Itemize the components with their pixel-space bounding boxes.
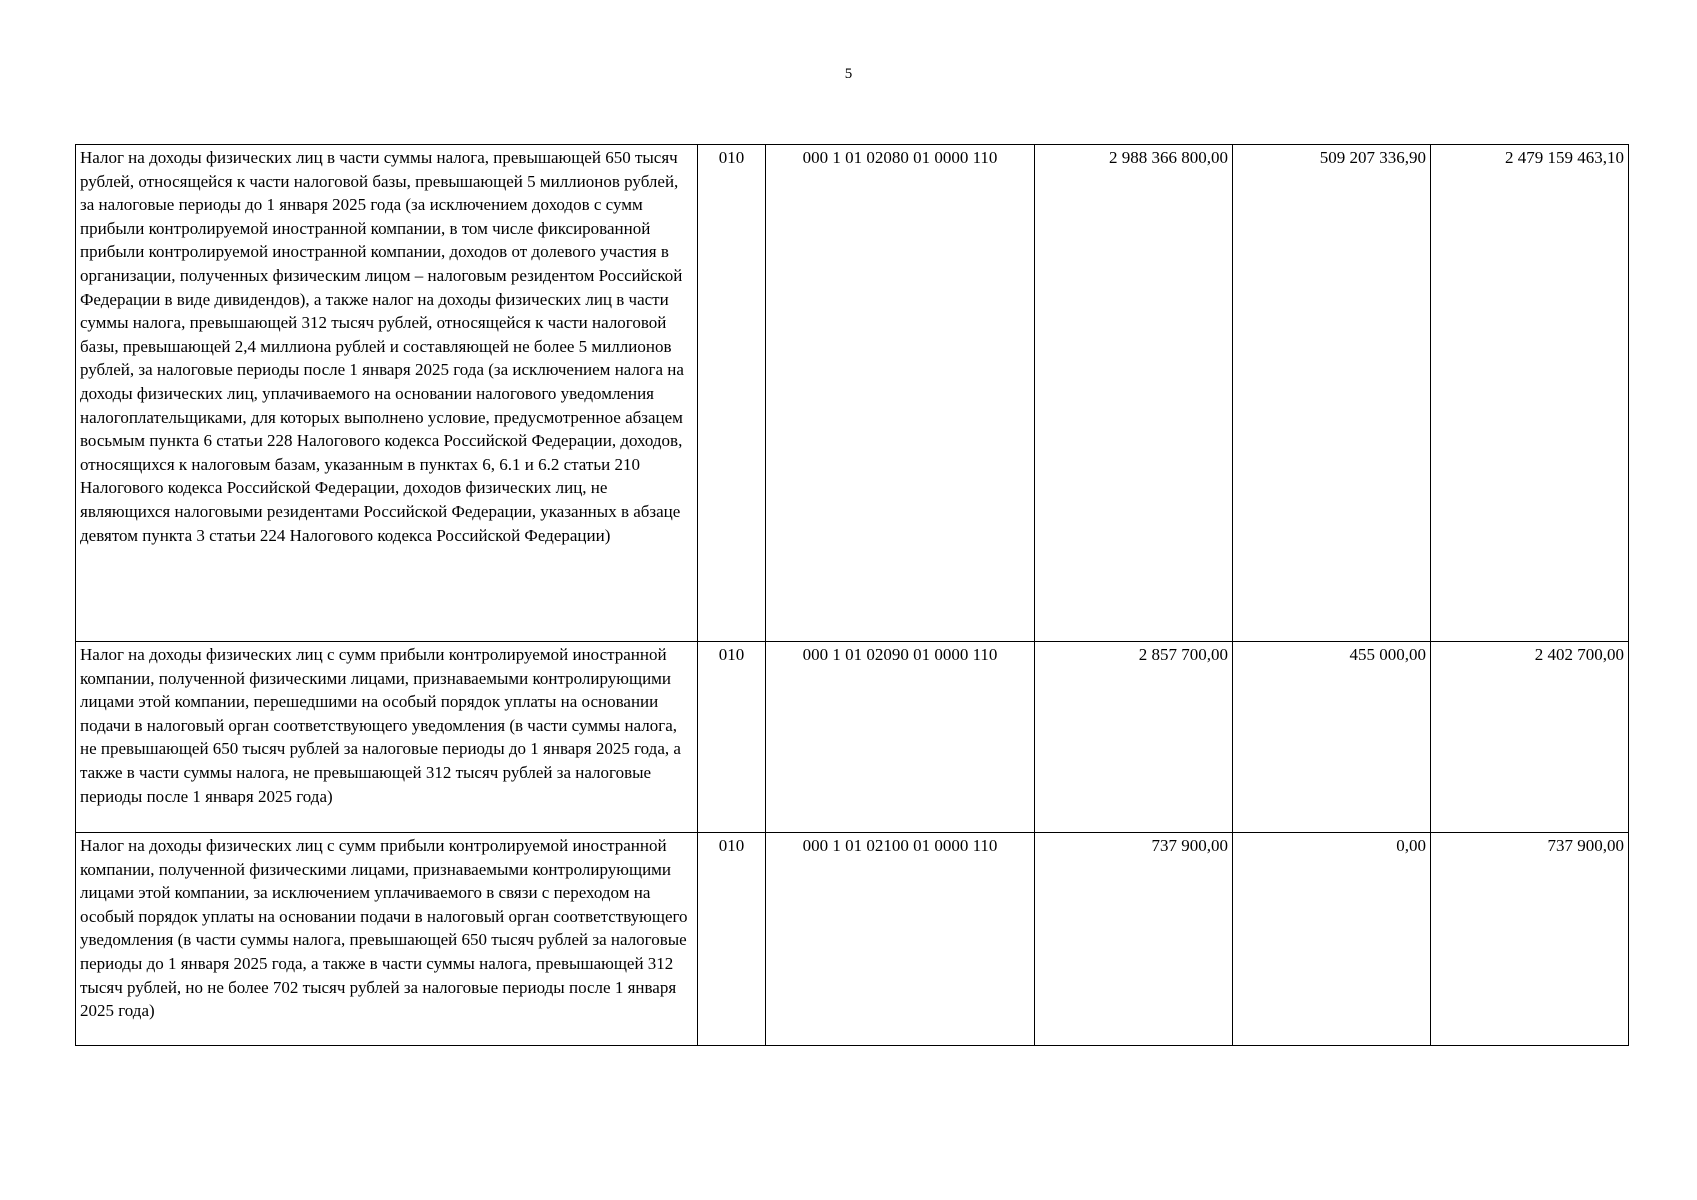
approved-amount-cell: 2 988 366 800,00 [1035,145,1233,642]
approved-amount-cell: 737 900,00 [1035,833,1233,1046]
kbk-code-cell: 000 1 01 02090 01 0000 110 [766,642,1035,833]
line-code-cell: 010 [698,833,766,1046]
kbk-code-cell: 000 1 01 02100 01 0000 110 [766,833,1035,1046]
executed-amount-cell: 0,00 [1233,833,1431,1046]
page-number: 5 [844,66,853,82]
executed-amount-cell: 509 207 336,90 [1233,145,1431,642]
income-name-cell: Налог на доходы физических лиц с сумм прибыли контролируемой иностранной компании, полученной физическими лицами, признаваемыми контролирующими лицами этой компании, перешедшими на особый порядок уплаты на основании подачи в налоговый орган соответствующего уведомления (в части суммы налога, не превышающей 650 тысяч рублей за налоговые периоды до 1 января 2025 года, а также в части суммы налога, не превышающей 312 тысяч рублей за налоговые периоды после 1 января 2025 года) [76,642,698,833]
income-table [75,144,1629,1046]
unexecuted-amount-cell: 2 479 159 463,10 [1431,145,1629,642]
kbk-code-cell: 000 1 01 02080 01 0000 110 [766,145,1035,642]
table-row [76,833,1629,1046]
executed-amount-cell: 455 000,00 [1233,642,1431,833]
unexecuted-amount-cell: 2 402 700,00 [1431,642,1629,833]
unexecuted-amount-cell: 737 900,00 [1431,833,1629,1046]
income-name-cell: Налог на доходы физических лиц с сумм прибыли контролируемой иностранной компании, полученной физическими лицами, признаваемыми контролирующими лицами этой компании, за исключением уплачиваемого в связи с переходом на особый порядок уплаты на основании подачи в налоговый орган соответствующего уведомления (в части суммы налога, превышающей 650 тысяч рублей за налоговые периоды до 1 января 2025 года, а также в части суммы налога, превышающей 312 тысяч рублей, но не более 702 тысяч рублей за налоговые периоды после 1 января 2025 года) [76,833,698,1046]
approved-amount-cell: 2 857 700,00 [1035,642,1233,833]
table-row [76,642,1629,833]
line-code-cell: 010 [698,642,766,833]
income-name-cell: Налог на доходы физических лиц в части суммы налога, превышающей 650 тысяч рублей, относящейся к части налоговой базы, превышающей 5 миллионов рублей, за налоговые периоды до 1 января 2025 года (за исключением доходов с сумм прибыли контролируемой иностранной компании, в том числе фиксированной прибыли контролируемой иностранной компании, доходов от долевого участия в организации, полученных физическим лицом – налоговым резидентом Российской Федерации в виде дивидендов), а также налог на доходы физических лиц в части суммы налога, превышающей 312 тысяч рублей, относящейся к части налоговой базы, превышающей 2,4 миллиона рублей и составляющей не более 5 миллионов рублей, за налоговые периоды после 1 января 2025 года (за исключением налога на доходы физических лиц, уплачиваемого на основании налогового уведомления налогоплательщиками, для которых выполнено условие, предусмотренное абзацем восьмым пункта 6 статьи 228 Налогового кодекса Российской Федерации, доходов, относящихся к налоговым базам, указанным в пунктах 6, 6.1 и 6.2 статьи 210 Налогового кодекса Российской Федерации, доходов физических лиц, не являющихся налоговыми резидентами Российской Федерации, указанных в абзаце девятом пункта 3 статьи 224 Налогового кодекса Российской Федерации) [76,145,698,642]
table-row [76,145,1629,642]
line-code-cell: 010 [698,145,766,642]
